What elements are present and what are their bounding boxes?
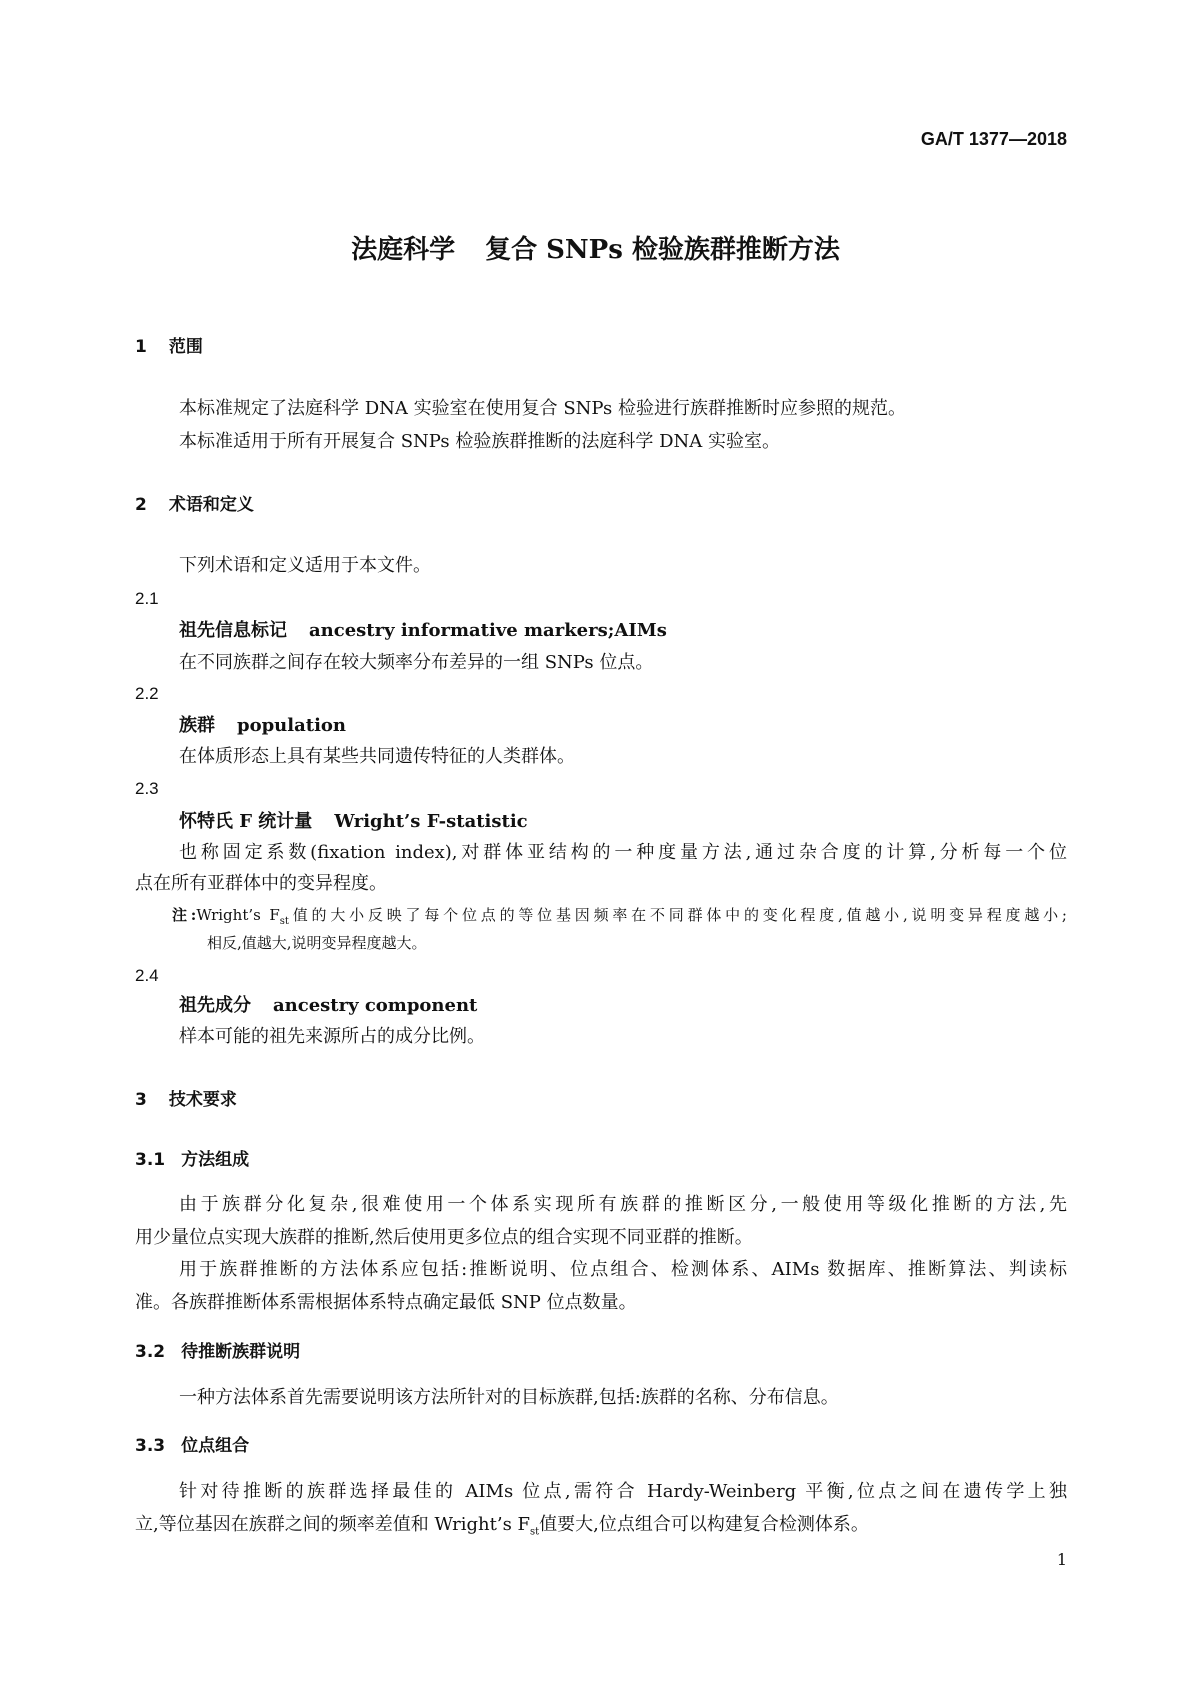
term-zh: 祖先信息标记 <box>179 620 287 641</box>
paragraph: 下列术语和定义适用于本文件。 <box>179 555 431 576</box>
term-number: 2.2 <box>135 684 159 703</box>
paragraph: 用于族群推断的方法体系应包括:推断说明、位点组合、检测体系、AIMs 数据库、推断算法、判读标 <box>179 1259 1067 1280</box>
term-definition: 样本可能的祖先来源所占的成分比例。 <box>179 1026 485 1047</box>
paragraph: 由于族群分化复杂,很难使用一个体系实现所有族群的推断区分,一般使用等级化推断的方法,先 <box>179 1194 1067 1215</box>
term-en: ancestry informative markers;AIMs <box>309 620 667 641</box>
term-heading <box>179 619 667 643</box>
section-1-heading <box>135 335 203 359</box>
paragraph: 本标准规定了法庭科学 DNA 实验室在使用复合 SNPs 检验进行族群推断时应参照的规范。 <box>179 398 907 419</box>
section-title: 待推断族群说明 <box>181 1342 301 1362</box>
term-heading <box>179 994 477 1018</box>
term-definition: 在不同族群之间存在较大频率分布差异的一组 SNPs 位点。 <box>179 652 654 673</box>
term-number: 2.4 <box>135 966 159 985</box>
term-number: 2.1 <box>135 589 159 608</box>
paragraph: 针对待推断的族群选择最佳的 AIMs 位点,需符合 Hardy-Weinberg 平衡,位点之间在遗传学上独 <box>179 1481 1067 1502</box>
title-right: 复合 SNPs 检验族群推断方法 <box>485 235 840 265</box>
subsection-3-1-heading <box>135 1148 249 1172</box>
section-number: 3.2 <box>135 1342 166 1362</box>
subsection-3-2-heading <box>135 1340 300 1364</box>
term-definition: 点在所有亚群体中的变异程度。 <box>135 873 387 894</box>
page-title <box>0 234 1191 266</box>
term-en: ancestry component <box>273 995 478 1016</box>
note <box>172 903 1067 934</box>
term-zh: 怀特氏 F 统计量 <box>179 811 313 832</box>
section-number: 3 <box>135 1090 147 1110</box>
note-text: 值的大小反映了每个位点的等位基因频率在不同群体中的变化程度,值越小,说明变异程度越小; <box>288 906 1067 924</box>
section-number: 3.1 <box>135 1150 166 1170</box>
paragraph <box>135 1513 869 1545</box>
text: 立,等位基因在族群之间的频率差值和 Wright’s F <box>135 1514 531 1535</box>
term-heading <box>179 810 528 834</box>
section-number: 3.3 <box>135 1436 166 1456</box>
subsection-3-3-heading <box>135 1434 249 1458</box>
section-title: 技术要求 <box>168 1090 237 1110</box>
paragraph: 本标准适用于所有开展复合 SNPs 检验族群推断的法庭科学 DNA 实验室。 <box>179 431 781 452</box>
paragraph: 一种方法体系首先需要说明该方法所针对的目标族群,包括:族群的名称、分布信息。 <box>179 1387 839 1408</box>
term-zh: 祖先成分 <box>179 995 251 1016</box>
text: 值要大,位点组合可以构建复合检测体系。 <box>539 1514 869 1535</box>
document-code: GA/T 1377—2018 <box>920 129 1067 149</box>
term-definition: 也称固定系数(fixation index),对群体亚结构的一种度量方法,通过杂合度的计算,分析每一个位 <box>179 842 1067 863</box>
subscript: st <box>530 1526 540 1538</box>
section-number: 1 <box>135 337 147 357</box>
term-number: 2.3 <box>135 779 159 798</box>
section-title: 范围 <box>168 337 203 357</box>
title-left: 法庭科学 <box>351 235 456 265</box>
paragraph: 用少量位点实现大族群的推断,然后使用更多位点的组合实现不同亚群的推断。 <box>135 1227 753 1248</box>
term-heading <box>179 714 346 738</box>
note-text: Wright’s F <box>196 906 280 924</box>
term-zh: 族群 <box>179 715 215 736</box>
section-number: 2 <box>135 495 147 515</box>
term-definition: 在体质形态上具有某些共同遗传特征的人类群体。 <box>179 746 575 767</box>
section-2-heading <box>135 493 254 517</box>
term-en: population <box>237 715 347 736</box>
note-label: 注: <box>172 906 197 924</box>
subscript: st <box>279 916 289 927</box>
section-title: 方法组成 <box>181 1150 250 1170</box>
section-title: 位点组合 <box>181 1436 250 1456</box>
section-title: 术语和定义 <box>168 495 254 515</box>
note-continued: 相反,值越大,说明变异程度越大。 <box>207 934 427 952</box>
page-number: 1 <box>1056 1550 1067 1569</box>
paragraph: 准。各族群推断体系需根据体系特点确定最低 SNP 位点数量。 <box>135 1292 637 1313</box>
section-3-heading <box>135 1088 237 1112</box>
term-en: Wright’s F-statistic <box>334 811 528 832</box>
